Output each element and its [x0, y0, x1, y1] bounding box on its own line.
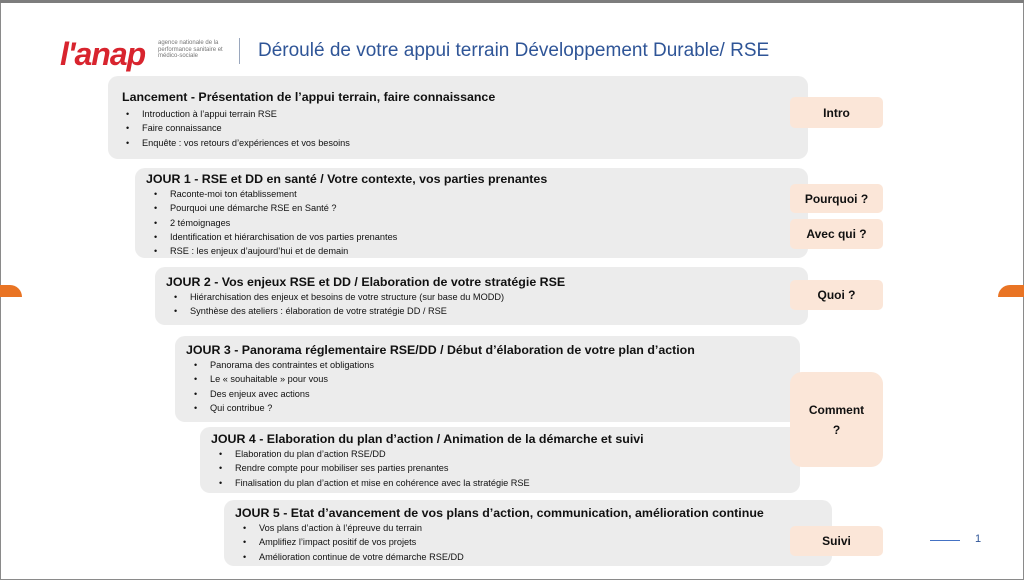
section-list	[235, 521, 832, 564]
section-list	[146, 187, 808, 258]
section-list	[211, 447, 800, 490]
page-number: 1	[975, 533, 982, 545]
page-number-line	[930, 540, 960, 541]
section-title: JOUR 1 - RSE et DD en santé / Votre contexte, vos parties prenantes	[146, 172, 548, 186]
section-jour-5	[224, 500, 832, 566]
list-item: • Pourquoi une démarche RSE en Santé ?	[146, 201, 808, 215]
list-item: • Enquête : vos retours d’expériences et vos besoins	[122, 136, 808, 150]
list-item: • Amplifiez l’impact positif de vos projets	[235, 535, 832, 549]
top-border	[0, 0, 1024, 3]
anap-logo: l'anap	[60, 36, 146, 72]
tag-intro: Intro	[790, 97, 883, 128]
tag-comment: Comment ?	[790, 372, 883, 467]
list-item: • Qui contribue ?	[186, 401, 800, 415]
list-item: • Rendre compte pour mobiliser ses parties prenantes	[211, 461, 800, 475]
list-item: • Des enjeux avec actions	[186, 387, 800, 401]
section-title: JOUR 3 - Panorama réglementaire RSE/DD / Début d’élaboration de votre plan d’action	[186, 343, 695, 357]
header-divider	[239, 38, 240, 64]
section-title: JOUR 4 - Elaboration du plan d’action / Animation de la démarche et suivi	[211, 432, 644, 446]
list-item: • RSE : les enjeux d’aujourd’hui et de demain	[146, 244, 808, 258]
list-item: • Vos plans d’action à l’épreuve du terrain	[235, 521, 832, 535]
section-title: Lancement - Présentation de l’appui terrain, faire connaissance	[122, 90, 496, 104]
tag-pourquoi: Pourquoi ?	[790, 184, 883, 213]
tag-avec-qui: Avec qui ?	[790, 219, 883, 249]
list-item: • Identification et hiérarchisation de vos parties prenantes	[146, 230, 808, 244]
list-item: • Amélioration continue de votre démarche RSE/DD	[235, 550, 832, 564]
slide-title: Déroulé de votre appui terrain Développement Durable/ RSE	[258, 40, 770, 61]
list-item: • Panorama des contraintes et obligations	[186, 358, 800, 372]
tag-suivi: Suivi	[790, 526, 883, 556]
right-accent-shape	[998, 285, 1024, 297]
section-lancement	[108, 76, 808, 159]
section-list	[166, 290, 808, 319]
section-title: JOUR 5 - Etat d’avancement de vos plans d’action, communication, amélioration continue	[235, 506, 764, 520]
section-title: JOUR 2 - Vos enjeux RSE et DD / Elaboration de votre stratégie RSE	[166, 275, 566, 289]
list-item: • Hiérarchisation des enjeux et besoins de votre structure (sur base du MODD)	[166, 290, 808, 304]
list-item: • Raconte-moi ton établissement	[146, 187, 808, 201]
section-jour-3	[175, 336, 800, 422]
section-list	[122, 107, 808, 150]
section-list	[186, 358, 800, 415]
list-item: • 2 témoignages	[146, 216, 808, 230]
list-item: • Le « souhaitable » pour vous	[186, 372, 800, 386]
list-item: • Faire connaissance	[122, 121, 808, 135]
list-item: • Elaboration du plan d’action RSE/DD	[211, 447, 800, 461]
logo-subtitle: agence nationale de la performance sanitaire et médico-sociale	[158, 40, 223, 59]
list-item: • Synthèse des ateliers : élaboration de votre stratégie DD / RSE	[166, 304, 808, 318]
list-item: • Finalisation du plan d’action et mise en cohérence avec la stratégie RSE	[211, 476, 800, 490]
list-item: • Introduction à l’appui terrain RSE	[122, 107, 808, 121]
section-jour-4	[200, 427, 800, 493]
tag-quoi: Quoi ?	[790, 280, 883, 310]
section-jour-2	[155, 267, 808, 325]
section-jour-1	[135, 168, 808, 258]
